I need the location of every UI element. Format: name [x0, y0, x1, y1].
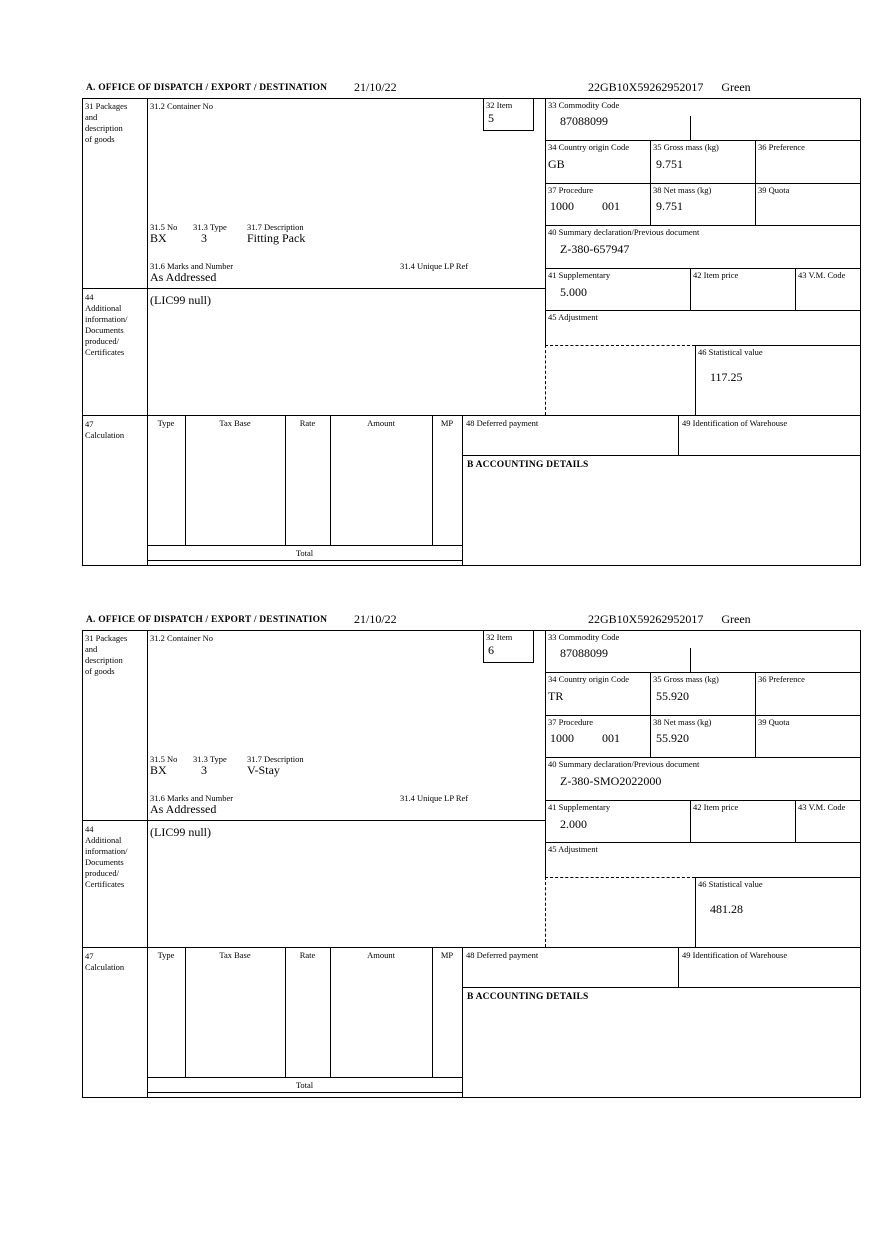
- divider: [545, 842, 860, 843]
- statistical-value-label: 46 Statistical value: [698, 347, 763, 357]
- label-line: Calculation: [85, 962, 125, 972]
- divider: [545, 715, 860, 716]
- divider: [462, 987, 860, 988]
- divider: [483, 662, 534, 663]
- divider: [533, 98, 534, 130]
- calc-header-type: Type: [157, 418, 175, 428]
- label-line: produced/: [85, 336, 119, 346]
- divider: [82, 947, 860, 948]
- date-value: 21/10/22: [354, 612, 397, 626]
- gross-mass-value: 55.920: [656, 689, 689, 703]
- divider: [545, 630, 546, 877]
- preference-label: 36 Preference: [758, 674, 805, 684]
- item-box-label: 32 Item: [486, 100, 513, 110]
- accounting-details-label: B ACCOUNTING DETAILS: [467, 992, 589, 1002]
- divider: [147, 545, 462, 546]
- supplementary-label: 41 Supplementary: [548, 270, 611, 280]
- supplementary-units-value: 5.000: [560, 285, 587, 299]
- divider: [545, 225, 860, 226]
- box-31-label: [85, 633, 127, 677]
- calc-header-amount: Amount: [367, 950, 395, 960]
- label-line: 31 Packages: [85, 101, 128, 111]
- calc-header-tax-base: Tax Base: [219, 950, 251, 960]
- package-count-value: BX: [150, 763, 167, 777]
- packages-no-label: 31.5 No: [150, 222, 178, 232]
- country-origin-value: GB: [548, 157, 565, 171]
- divider: [650, 183, 651, 225]
- calc-header-mp: MP: [440, 950, 454, 960]
- divider: [650, 140, 651, 183]
- divider: [545, 140, 860, 141]
- item-number-value: 5: [488, 111, 494, 125]
- divider: [185, 415, 186, 545]
- calc-header-amount: Amount: [367, 418, 395, 428]
- box-47-label: [85, 419, 124, 441]
- procedure-code-2-value: 001: [602, 199, 620, 213]
- office-of-dispatch-label: A. OFFICE OF DISPATCH / EXPORT / DESTINATION: [86, 615, 328, 625]
- divider: [147, 98, 148, 565]
- procedure-label: 37 Procedure: [548, 185, 594, 195]
- preference-label: 36 Preference: [758, 142, 805, 152]
- calc-total-label: Total: [295, 548, 314, 558]
- marks-and-number-value: As Addressed: [150, 802, 217, 816]
- divider: [755, 183, 756, 225]
- divider: [462, 455, 860, 456]
- box-44-label: [85, 824, 128, 890]
- goods-description-value: V-Stay: [247, 763, 280, 777]
- label-line: Certificates: [85, 879, 125, 889]
- net-mass-value: 9.751: [656, 199, 683, 213]
- divider: [755, 715, 756, 757]
- office-of-dispatch-label: A. OFFICE OF DISPATCH / EXPORT / DESTINATION: [86, 83, 328, 93]
- divider: [695, 877, 860, 878]
- label-line: of goods: [85, 666, 115, 676]
- label-line: produced/: [85, 868, 119, 878]
- divider: [690, 800, 691, 842]
- item-number-value: 6: [488, 643, 494, 657]
- label-line: 44: [85, 824, 94, 834]
- label-line: Additional: [85, 835, 122, 845]
- divider: [285, 415, 286, 545]
- label-line: 47: [85, 951, 94, 961]
- label-line: Additional: [85, 303, 122, 313]
- adjustment-label: 45 Adjustment: [548, 312, 598, 322]
- item-price-label: 42 Item price: [693, 802, 739, 812]
- divider: [545, 310, 860, 311]
- net-mass-label: 38 Net mass (kg): [653, 717, 712, 727]
- description-label: 31.7 Description: [247, 222, 304, 232]
- warehouse-id-label: 49 Identification of Warehouse: [682, 950, 788, 960]
- calc-header-mp: MP: [440, 418, 454, 428]
- gross-mass-label: 35 Gross mass (kg): [653, 674, 719, 684]
- divider: [755, 672, 756, 715]
- net-mass-value: 55.920: [656, 731, 689, 745]
- label-line: 44: [85, 292, 94, 302]
- dashed-divider: [545, 877, 546, 947]
- procedure-code-value: 1000: [550, 731, 574, 745]
- country-origin-label: 34 Country origin Code: [548, 674, 629, 684]
- divider: [462, 415, 463, 565]
- divider: [82, 415, 860, 416]
- item-price-label: 42 Item price: [693, 270, 739, 280]
- packages-no-label: 31.5 No: [150, 754, 178, 764]
- divider: [695, 345, 696, 415]
- dashed-divider: [545, 345, 695, 346]
- commodity-code-tick: [690, 648, 691, 672]
- label-line: 31 Packages: [85, 633, 128, 643]
- unique-lp-ref-label: 31.4 Unique LP Ref: [400, 261, 469, 271]
- divider: [82, 288, 545, 289]
- divider: [650, 672, 651, 715]
- deferred-payment-label: 48 Deferred payment: [466, 950, 539, 960]
- vm-code-label: 43 V.M. Code: [798, 270, 846, 280]
- label-line: of goods: [85, 134, 115, 144]
- procedure-code-2-value: 001: [602, 731, 620, 745]
- additional-information-value: (LIC99 null): [150, 825, 211, 839]
- accounting-details-label: B ACCOUNTING DETAILS: [467, 460, 589, 470]
- gross-mass-value: 9.751: [656, 157, 683, 171]
- form-outer-border: [82, 98, 861, 566]
- divider: [545, 98, 546, 345]
- header-reference: [588, 612, 751, 626]
- divider: [678, 415, 679, 455]
- quota-label: 39 Quota: [758, 185, 790, 195]
- divider: [330, 947, 331, 1077]
- divider: [755, 140, 756, 183]
- additional-information-value: (LIC99 null): [150, 293, 211, 307]
- divider: [678, 947, 679, 987]
- label-line: information/: [85, 314, 128, 324]
- previous-document-value: Z-380-657947: [560, 242, 630, 256]
- mrn-value: 22GB10X59262952017: [588, 80, 704, 94]
- divider: [483, 98, 484, 130]
- form-outer-border: [82, 630, 861, 1098]
- label-line: Calculation: [85, 430, 125, 440]
- divider: [82, 820, 545, 821]
- vm-code-label: 43 V.M. Code: [798, 802, 846, 812]
- label-line: description: [85, 123, 123, 133]
- mrn-value: 22GB10X59262952017: [588, 612, 704, 626]
- procedure-label: 37 Procedure: [548, 717, 594, 727]
- divider: [695, 877, 696, 947]
- supplementary-label: 41 Supplementary: [548, 802, 611, 812]
- divider: [690, 268, 691, 310]
- label-line: Documents: [85, 857, 124, 867]
- divider: [545, 183, 860, 184]
- unique-lp-ref-label: 31.4 Unique LP Ref: [400, 793, 469, 803]
- item-box-label: 32 Item: [486, 632, 513, 642]
- marks-and-number-value: As Addressed: [150, 270, 217, 284]
- divider: [795, 800, 796, 842]
- commodity-code-tick: [690, 116, 691, 140]
- statistical-value-label: 46 Statistical value: [698, 879, 763, 889]
- divider: [695, 345, 860, 346]
- container-no-label: 31.2 Container No: [150, 633, 214, 643]
- divider: [545, 268, 860, 269]
- net-mass-label: 38 Net mass (kg): [653, 185, 712, 195]
- adjustment-label: 45 Adjustment: [548, 844, 598, 854]
- statistical-value: 117.25: [710, 370, 743, 384]
- procedure-code-value: 1000: [550, 199, 574, 213]
- label-line: information/: [85, 846, 128, 856]
- divider: [545, 800, 860, 801]
- box-44-label: [85, 292, 128, 358]
- warehouse-id-label: 49 Identification of Warehouse: [682, 418, 788, 428]
- label-line: and: [85, 644, 98, 654]
- divider: [147, 1077, 462, 1078]
- marks-and-number-label: 31.6 Marks and Number: [150, 793, 234, 803]
- supplementary-units-value: 2.000: [560, 817, 587, 831]
- commodity-code-value: 87088099: [560, 646, 608, 660]
- divider: [185, 947, 186, 1077]
- package-type-value: 3: [201, 231, 207, 245]
- label-line: description: [85, 655, 123, 665]
- date-value: 21/10/22: [354, 80, 397, 94]
- divider: [650, 715, 651, 757]
- box-31-label: [85, 101, 127, 145]
- calc-header-tax-base: Tax Base: [219, 418, 251, 428]
- dashed-divider: [545, 345, 546, 415]
- declaration-item-section: [82, 612, 862, 1098]
- declaration-item-section: [82, 80, 862, 566]
- calc-header-type: Type: [157, 950, 175, 960]
- divider: [483, 630, 484, 662]
- divider: [462, 947, 463, 1097]
- deferred-payment-label: 48 Deferred payment: [466, 418, 539, 428]
- gross-mass-label: 35 Gross mass (kg): [653, 142, 719, 152]
- divider: [795, 268, 796, 310]
- container-no-label: 31.2 Container No: [150, 101, 214, 111]
- divider: [432, 415, 433, 545]
- goods-description-value: Fitting Pack: [247, 231, 306, 245]
- header-reference: [588, 80, 751, 94]
- previous-document-value: Z-380-SMO2022000: [560, 774, 662, 788]
- commodity-code-label: 33 Commodity Code: [548, 632, 620, 642]
- label-line: Documents: [85, 325, 124, 335]
- routing-status-value: Green: [721, 612, 751, 626]
- packages-type-label: 31.3 Type: [193, 754, 227, 764]
- calc-total-label: Total: [295, 1080, 314, 1090]
- quota-label: 39 Quota: [758, 717, 790, 727]
- commodity-code-label: 33 Commodity Code: [548, 100, 620, 110]
- packages-type-label: 31.3 Type: [193, 222, 227, 232]
- box-47-label: [85, 951, 124, 973]
- description-label: 31.7 Description: [247, 754, 304, 764]
- divider: [533, 630, 534, 662]
- divider: [147, 630, 148, 1097]
- divider: [432, 947, 433, 1077]
- summary-declaration-label: 40 Summary declaration/Previous document: [548, 227, 700, 237]
- commodity-code-value: 87088099: [560, 114, 608, 128]
- country-origin-label: 34 Country origin Code: [548, 142, 629, 152]
- divider: [285, 947, 286, 1077]
- label-line: 47: [85, 419, 94, 429]
- divider: [483, 130, 534, 131]
- divider: [147, 1092, 462, 1093]
- label-line: Certificates: [85, 347, 125, 357]
- package-count-value: BX: [150, 231, 167, 245]
- marks-and-number-label: 31.6 Marks and Number: [150, 261, 234, 271]
- calc-header-rate: Rate: [299, 418, 316, 428]
- package-type-value: 3: [201, 763, 207, 777]
- dashed-divider: [545, 877, 695, 878]
- divider: [147, 560, 462, 561]
- routing-status-value: Green: [721, 80, 751, 94]
- statistical-value: 481.28: [710, 902, 743, 916]
- divider: [545, 757, 860, 758]
- country-origin-value: TR: [548, 689, 564, 703]
- label-line: and: [85, 112, 98, 122]
- summary-declaration-label: 40 Summary declaration/Previous document: [548, 759, 700, 769]
- divider: [330, 415, 331, 545]
- divider: [545, 672, 860, 673]
- calc-header-rate: Rate: [299, 950, 316, 960]
